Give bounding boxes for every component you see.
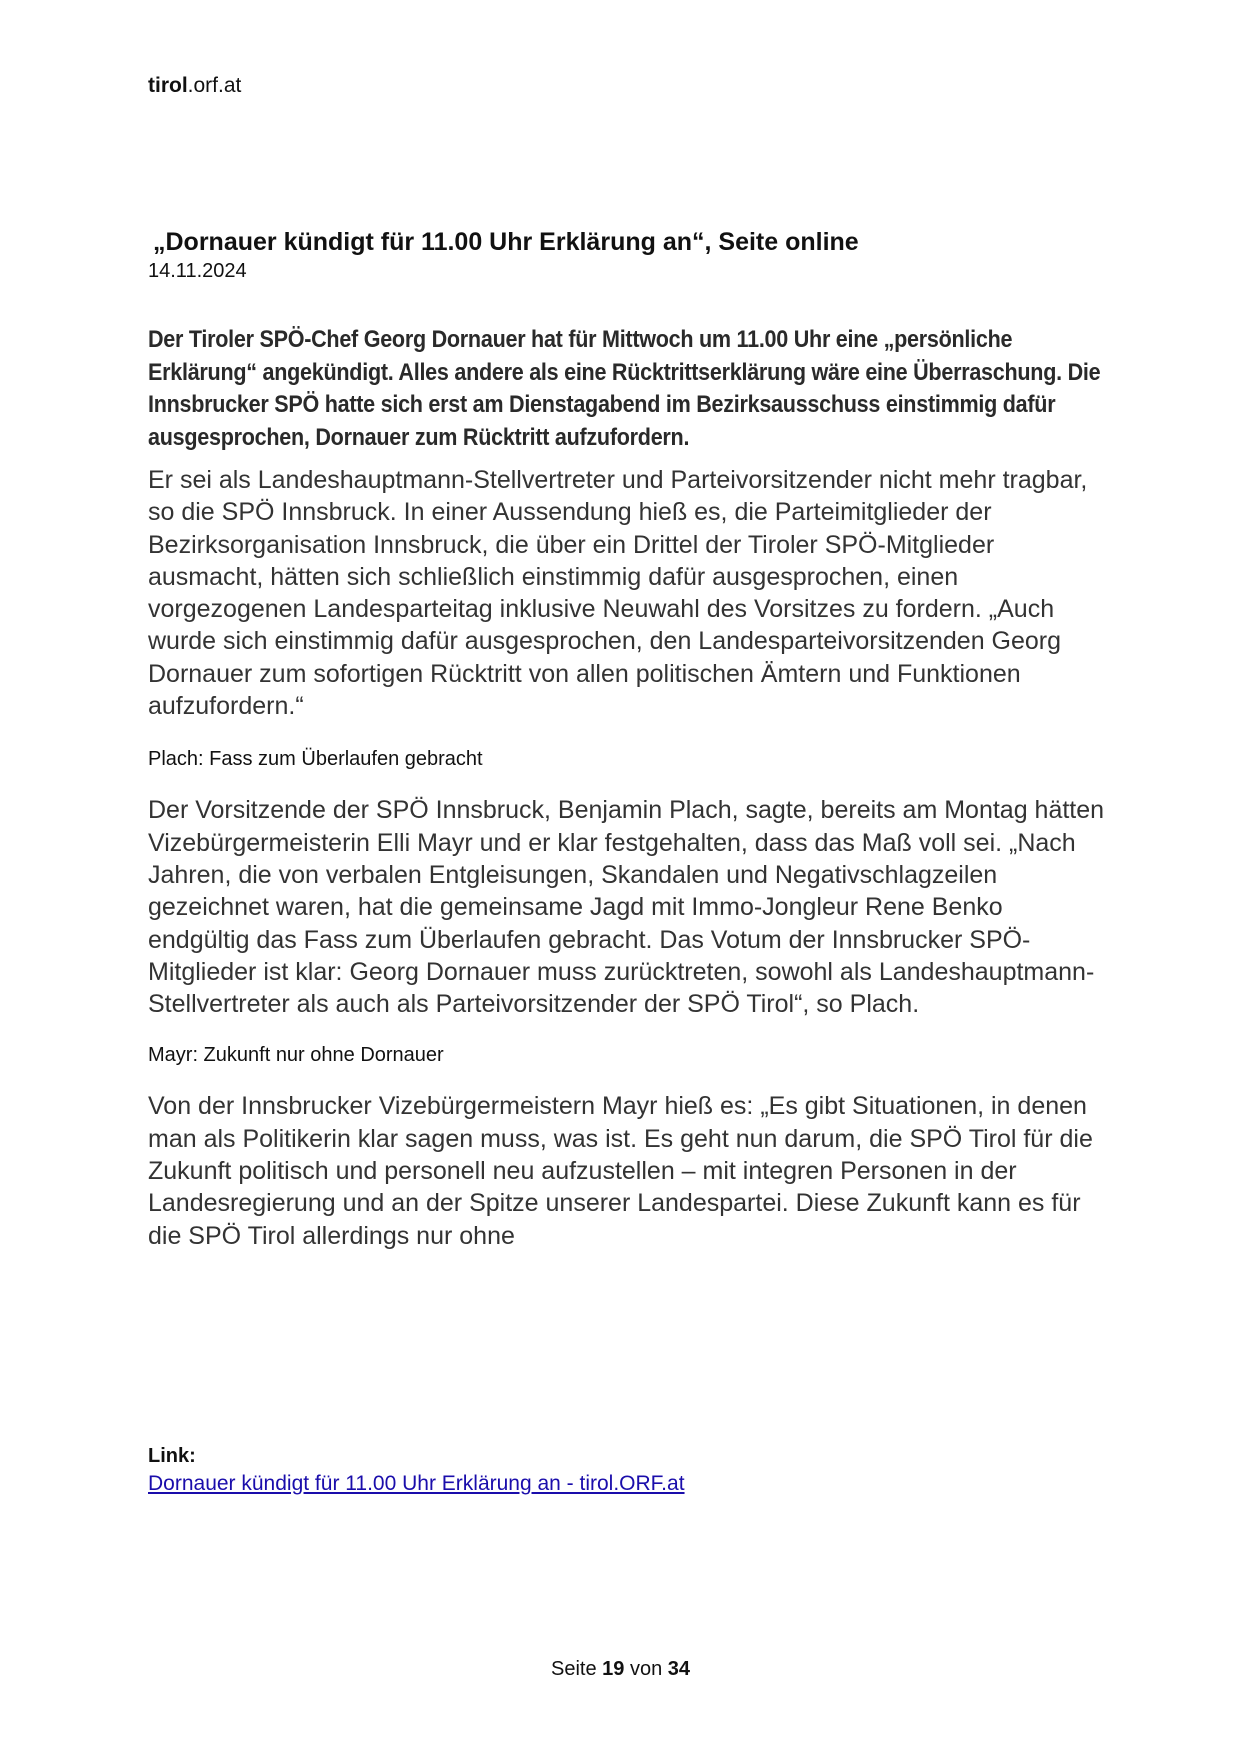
footer-current-page: 19 xyxy=(602,1658,625,1680)
footer-middle: von xyxy=(629,1658,663,1680)
footer-prefix: Seite xyxy=(550,1658,597,1680)
footer-total-pages: 34 xyxy=(667,1658,691,1680)
source-domain-rest: .orf.at xyxy=(187,74,242,97)
article-date: 14.11.2024 xyxy=(148,260,247,282)
article-paragraph-1: Er sei als Landeshauptmann-Stellvertreter und Parteivorsitzender nicht mehr tragbar, so die SPÖ Innsbruck. In einer Aussendung hieß es, die Parteimitglieder der Bezirksorganisation Innsbruck, die über ein Drittel der Tiroler SPÖ-Mitglieder ausmacht, hätten sich schließlich einstimmig dafür ausgesprochen, einen vorgezogenen Landesparteitag inklusive Neuwahl des Vorsitzes zu fordern. „Auch wurde sich einstimmig dafür ausgesprochen, den Landesparteivorsitzenden Georg Dornauer zum sofortigen Rücktritt von allen politischen Ämtern und Funktionen aufzufordern.“ xyxy=(148,466,1088,721)
article-paragraph-2: Der Vorsitzende der SPÖ Innsbruck, Benjamin Plach, sagte, bereits am Montag hätten Vizebürgermeisterin Elli Mayr und er klar festgehalten, dass das Maß voll sei. „Nach Jahren, die von verbalen Entgleisungen, Skandalen und Negativschlagzeilen gezeichnet waren, hat die gemeinsame Jagd mit Immo-Jongleur Rene Benko endgültig das Fass zum Überlaufen gebracht. Das Votum der Innsbrucker SPÖ-Mitglieder ist klar: Georg Dornauer muss zurücktreten, sowohl als Landeshauptmann-Stellvertreter als auch als Parteivorsitzender der SPÖ Tirol“, so Plach. xyxy=(148,796,1105,1019)
article-subhead-2: Mayr: Zukunft nur ohne Dornauer xyxy=(148,1044,444,1067)
article-subhead-1: Plach: Fass zum Überlaufen gebracht xyxy=(148,748,483,771)
article-link[interactable]: Dornauer kündigt für 11.00 Uhr Erklärung an - tirol.ORF.at xyxy=(148,1472,685,1495)
article-paragraph-3: Von der Innsbrucker Vizebürgermeistern Mayr hieß es: „Es gibt Situationen, in denen man als Politikerin klar sagen muss, was ist. Es geht nun darum, die SPÖ Tirol für die Zukunft politisch und personell neu aufzustellen – mit integren Personen in der Landesregierung und an der Spitze unserer Landespartei. Diese Zukunft kann es für die SPÖ Tirol allerdings nur ohne xyxy=(148,1092,1093,1250)
page-footer xyxy=(0,1658,1241,1681)
source-domain-bold: tirol xyxy=(148,74,188,97)
article-headline: „Dornauer kündigt für 11.00 Uhr Erklärung an“, Seite online xyxy=(153,228,859,256)
source-domain xyxy=(148,74,241,98)
article-lead: Der Tiroler SPÖ-Chef Georg Dornauer hat für Mittwoch um 11.00 Uhr eine „persönliche Erklärung“ angekündigt. Alles andere als eine Rücktrittserklärung wäre eine Überraschung. Die Innsbrucker SPÖ hatte sich erst am Dienstagabend im Bezirksausschuss einstimmig dafür ausgesprochen, Dornauer zum Rücktritt aufzufordern. xyxy=(148,326,1101,451)
link-label: Link: xyxy=(148,1445,196,1467)
article-body xyxy=(148,324,1108,1252)
